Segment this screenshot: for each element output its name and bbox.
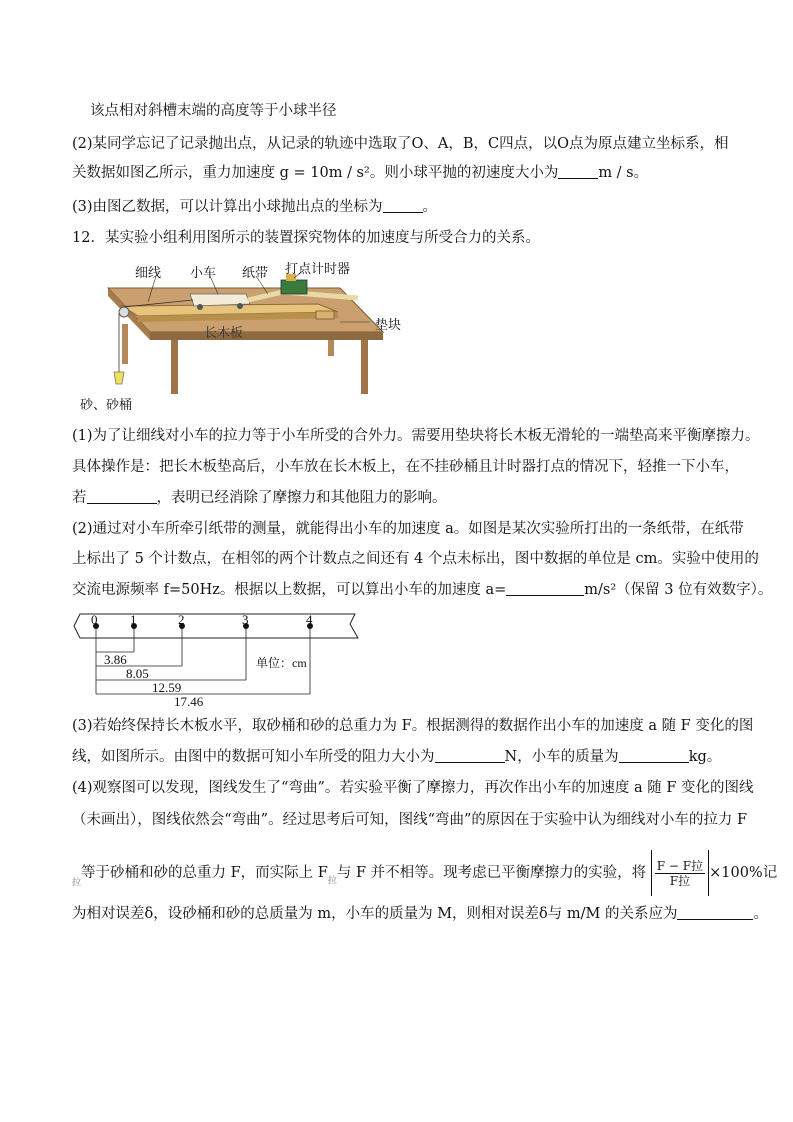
answer-blank[interactable] xyxy=(619,747,689,763)
text-segment: 若 xyxy=(72,490,87,506)
pad-block xyxy=(316,311,334,319)
label-cart: 小车 xyxy=(190,265,217,280)
sand-bucket xyxy=(114,372,124,384)
distance-label-1: 3.86 xyxy=(104,652,127,667)
answer-blank[interactable] xyxy=(558,163,598,179)
text-segment: (3)由图乙数据，可以计算出小球抛出点的坐标为 xyxy=(72,199,383,215)
pulley xyxy=(119,307,129,317)
text-segment: 关数据如图乙所示，重力加速度 g = 10m / s²。则小球平抛的初速度大小为 xyxy=(72,165,559,181)
text-line-4 xyxy=(72,197,437,217)
unit-label: 单位：cm xyxy=(256,656,307,670)
answer-blank[interactable] xyxy=(87,488,157,504)
text-segment: ，表明已经消除了摩擦力和其他阻力的影响。 xyxy=(156,490,447,506)
label-string: 细线 xyxy=(135,265,162,280)
answer-blank[interactable] xyxy=(677,904,753,920)
text-p2c xyxy=(72,580,772,600)
point-label-1: 1 xyxy=(130,612,137,627)
text-p3b xyxy=(72,747,721,767)
table-leg xyxy=(122,324,128,364)
fraction-denominator: F拉 xyxy=(669,873,691,888)
table-leg xyxy=(361,340,368,394)
text-segment: N，小车的质量为 xyxy=(504,749,619,765)
text-segment: 交流电源频率 f=50Hz。根据以上数据，可以算出小车的加速度 a= xyxy=(72,582,507,598)
text-segment: 等于砂桶和砂的总重力 F，而实际上 F xyxy=(81,865,328,881)
text-segment: kg。 xyxy=(688,749,722,765)
text-p4b: （未画出），图线依然会“弯曲”。经过思考后可知，图线“弯曲”的原因在于实验中认为细线对小车的拉力 F xyxy=(72,812,748,828)
cart-wheel xyxy=(237,303,243,309)
cart-wheel xyxy=(197,304,203,310)
table-leg xyxy=(171,340,178,394)
table-edge xyxy=(150,332,383,340)
distance-label-2: 8.05 xyxy=(126,666,149,681)
text-segment: m / s。 xyxy=(598,165,649,181)
text-line-1: 该点相对斜槽末端的高度等于小球半径 xyxy=(90,103,337,119)
subscript-la: 拉 xyxy=(327,876,337,886)
point-label-0: 0 xyxy=(91,612,98,627)
text-p1c xyxy=(72,488,447,508)
text-segment: 线，如图所示。由图中的数据可知小车所受的阻力大小为 xyxy=(72,749,435,765)
subscript-la: 拉 xyxy=(72,878,82,888)
tape-border xyxy=(74,614,358,638)
count-points xyxy=(93,623,313,629)
point-label-3: 3 xyxy=(242,612,249,627)
fraction-numerator: F − F拉 xyxy=(656,858,704,873)
point-label-4: 4 xyxy=(306,612,313,627)
text-segment: 。 xyxy=(422,199,438,215)
relative-error-formula xyxy=(651,850,709,896)
distance-label-3: 12.59 xyxy=(152,680,182,695)
text-p4d xyxy=(72,904,768,924)
text-segment: 与 F 并不相等。现考虑已平衡摩擦力的实验，将 xyxy=(336,865,647,881)
text-line-5: 12．某实验小组利用图所示的装置探究物体的加速度与所受合力的关系。 xyxy=(72,230,540,246)
point-label-2: 2 xyxy=(178,612,185,627)
text-p1b: 具体操作是：把长木板垫高后，小车放在长木板上，在不挂砂桶且计时器打点的情况下，轻推一下小车， xyxy=(72,459,739,475)
text-p1a: (1)为了让细线对小车的拉力等于小车所受的合外力。需要用垫块将长木板无滑轮的一端垫高来平衡摩擦力。 xyxy=(72,428,760,444)
text-line-3 xyxy=(72,163,648,183)
distance-label-4: 17.46 xyxy=(174,694,204,709)
label-block: 垫块 xyxy=(375,317,402,332)
text-line-2: (2)某同学忘记了记录抛出点，从记录的轨迹中选取了O、A，B，C四点，以O点为原点建立坐标系，相 xyxy=(72,136,729,152)
answer-blank[interactable] xyxy=(506,580,584,596)
text-p2b: 上标出了 5 个计数点，在相邻的两个计数点之间还有 4 个点未标出，图中数据的单位是 cm。实验中使用的 xyxy=(72,551,759,567)
answer-blank[interactable] xyxy=(383,197,423,213)
label-board: 长木板 xyxy=(204,325,244,340)
timer xyxy=(281,280,307,294)
text-segment: ×100%记 xyxy=(709,865,778,881)
text-p4a: (4)观察图可以发现，图线发生了“弯曲”。若实验平衡了摩擦力，再次作出小车的加速度 a 随 F 变化的图线 xyxy=(72,780,754,796)
label-bucket: 砂、砂桶 xyxy=(80,397,133,412)
text-p2a: (2)通过对小车所牵引纸带的测量，就能得出小车的加速度 a。如图是某次实验所打出的一条纸带，在纸带 xyxy=(72,521,744,537)
text-p3a: (3)若始终保持长木板水平，取砂桶和砂的总重力为 F。根据测得的数据作出小车的加速度 a 随 F 变化的图 xyxy=(72,718,754,734)
text-segment: m/s²（保留 3 位有效数字）。 xyxy=(584,582,773,598)
label-timer: 打点计时器 xyxy=(285,261,351,276)
text-p4c xyxy=(72,850,777,906)
text-segment: 为相对误差δ，设砂桶和砂的总质量为 m，小车的质量为 M，则相对误差δ与 m/M 的关系应为 xyxy=(72,906,678,922)
answer-blank[interactable] xyxy=(435,747,505,763)
label-tape: 纸带 xyxy=(242,265,269,280)
text-segment: 。 xyxy=(753,906,768,922)
